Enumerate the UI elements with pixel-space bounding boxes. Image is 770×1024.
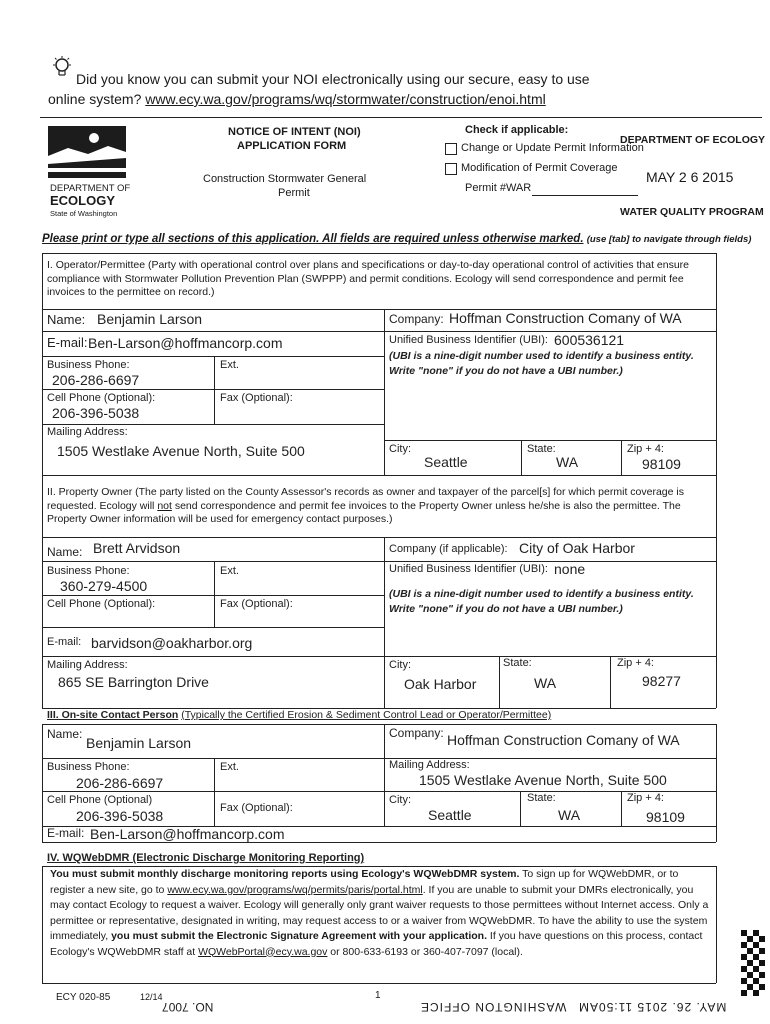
agency-line-1: DEPARTMENT OF: [50, 183, 131, 194]
s1-city-field[interactable]: Seattle: [424, 454, 468, 470]
banner-line-2: online system? www.ecy.wa.gov/programs/wq/stormwater/construction/enoi.html: [48, 91, 546, 107]
s2-state-label: State:: [503, 657, 532, 669]
s2-city-field[interactable]: Oak Harbor: [404, 676, 477, 692]
footer-fax-office: WASHINGTON OFFICE: [420, 1000, 567, 1014]
s1-email-field[interactable]: Ben-Larson@hoffmancorp.com: [88, 335, 283, 351]
s2-bphone-field[interactable]: 360-279-4500: [60, 578, 148, 594]
s2-zip-field[interactable]: 98277: [642, 673, 681, 689]
s3-name-label: Name:: [47, 727, 83, 741]
s3-bphone-field[interactable]: 206-286-6697: [76, 775, 164, 791]
s1-mail-field[interactable]: 1505 Westlake Avenue North, Suite 500: [57, 443, 305, 459]
dmr-portal-link[interactable]: www.ecy.wa.gov/programs/wq/permits/paris/portal.html: [167, 883, 423, 896]
s1-cell-field[interactable]: 206-396-5038: [52, 405, 140, 421]
s3-email-label: E-mail:: [47, 826, 85, 840]
s3-city-field[interactable]: Seattle: [428, 807, 472, 823]
s1-name-label: Name:: [47, 312, 86, 327]
s3-mail-label: Mailing Address:: [389, 759, 470, 771]
instructions: Please print or type all sections of this application. All fields are required unless otherwise marked. (use [tab] to navigate through fields): [42, 233, 752, 245]
enoi-link[interactable]: www.ecy.wa.gov/programs/wq/stormwater/construction/enoi.html: [145, 91, 546, 107]
section4-heading: IV. WQWebDMR (Electronic Discharge Monitoring Reporting): [47, 852, 365, 864]
s1-cell-label: Cell Phone (Optional):: [47, 392, 156, 404]
stamp-department: DEPARTMENT OF ECOLOGY: [620, 134, 766, 146]
s3-cell-field[interactable]: 206-396-5038: [76, 808, 164, 824]
s2-ubi-note-1: (UBI is a nine-digit number used to identify a business entity.: [389, 588, 694, 600]
lightbulb-icon: [52, 56, 72, 80]
s1-state-label: State:: [527, 443, 556, 455]
s2-name-field[interactable]: Brett Arvidson: [93, 540, 181, 556]
section1-description: I. Operator/Permittee (Party with operational control over plans and specifications or day-to-day operational control of activities that ensure compliance with Stormwater Pollution Prevention Plan (SWPPP) and permit conditions. Ecology will send correspondence and permit fee invoices to the permittee on record.): [47, 259, 690, 298]
agency-line-2: ECOLOGY: [50, 193, 116, 208]
s1-company-field[interactable]: Hoffman Construction Comany of WA: [449, 310, 682, 326]
change-update-label: Change or Update Permit Information: [461, 142, 644, 154]
change-update-checkbox[interactable]: [445, 143, 457, 155]
permit-number-field[interactable]: [532, 195, 638, 196]
form-title-2: APPLICATION FORM: [237, 140, 347, 152]
footer-rev: 12/14: [140, 992, 163, 1002]
s1-ubi-label: Unified Business Identifier (UBI):: [389, 334, 548, 346]
stamp-date: MAY 2 6 2015: [646, 169, 734, 185]
s3-fax-label: Fax (Optional):: [220, 802, 293, 814]
s3-bphone-label: Business Phone:: [47, 761, 130, 773]
s2-city-label: City:: [389, 659, 411, 671]
s2-name-label: Name:: [47, 545, 83, 559]
s3-state-label: State:: [527, 792, 556, 804]
s3-mail-field[interactable]: 1505 Westlake Avenue North, Suite 500: [419, 772, 667, 788]
agency-line-3: State of Washington: [50, 209, 118, 218]
form-title-1: NOTICE OF INTENT (NOI): [228, 126, 361, 138]
s1-zip-label: Zip + 4:: [627, 443, 664, 455]
s3-company-label: Company:: [389, 726, 444, 740]
s1-ext-label: Ext.: [220, 359, 239, 371]
s1-zip-field[interactable]: 98109: [642, 456, 681, 472]
s1-ubi-note-2: Write "none" if you do not have a UBI number.): [389, 365, 623, 377]
footer-page: 1: [375, 990, 381, 1001]
s1-company-label: Company:: [389, 312, 444, 326]
s2-fax-label: Fax (Optional):: [220, 598, 293, 610]
section4-body: You must submit monthly discharge monitoring reports using Ecology's WQWebDMR system. To sign up for WQWebDMR, or to register a new site, go to www.ecy.wa.gov/programs/wq/permits/paris/portal.html. If you are unable to submit your DMRs electronically, you may contact Ecology to request a waiver. Ecology will generally only grant waiver requests to those permittees without Internet access. Only a permittee or representative, designated in writing, may request access to or a waiver from WQWebDMR. To have the ability to use the system immediately, you must submit the Electronic Signature Agreement with your application. If you have questions on this process, contact Ecology's WQWebDMR staff at WQWebPortal@ecy.wa.gov or 800-633-6193 or 360-407-7097 (local).: [50, 868, 709, 958]
s2-bphone-label: Business Phone:: [47, 565, 130, 577]
s2-mail-label: Mailing Address:: [47, 659, 128, 671]
footer-fax-stamp: MAY. 26. 2015 11:50AM: [578, 1000, 727, 1014]
s3-city-label: City:: [389, 794, 411, 806]
s1-bphone-label: Business Phone:: [47, 359, 130, 371]
s1-ubi-note-1: (UBI is a nine-digit number used to identify a business entity.: [389, 350, 694, 362]
permit-name-2: Permit: [278, 187, 310, 199]
s2-ubi-label: Unified Business Identifier (UBI):: [389, 563, 548, 575]
s2-company-label: Company (if applicable):: [389, 543, 508, 555]
s2-company-field[interactable]: City of Oak Harbor: [519, 540, 635, 556]
s3-zip-label: Zip + 4:: [627, 792, 664, 804]
s2-cell-label: Cell Phone (Optional):: [47, 598, 156, 610]
s1-mail-label: Mailing Address:: [47, 426, 128, 438]
section2-description: II. Property Owner (The party listed on the County Assessor's records as owner and taxpayer of the parcel[s] for which permit coverage is requested. Ecology will not send correspondence and permit fee invoices to the Property Owner unless he/she is also the permittee. The Property Owner information will be used for emergency contact purposes.): [47, 486, 684, 525]
permit-number-label: Permit #WAR: [465, 182, 532, 194]
s2-zip-label: Zip + 4:: [617, 657, 654, 669]
s3-company-field[interactable]: Hoffman Construction Comany of WA: [447, 732, 680, 748]
s2-mail-field[interactable]: 865 SE Barrington Drive: [58, 674, 209, 690]
footer-fax-number: NO. 7007: [162, 1000, 214, 1014]
s3-name-field[interactable]: Benjamin Larson: [86, 735, 192, 751]
section3-heading: III. On-site Contact Person (Typically the Certified Erosion & Sediment Control Lead or Operator/Permittee): [47, 709, 552, 721]
s3-email-field[interactable]: Ben-Larson@hoffmancorp.com: [90, 826, 285, 842]
s2-email-label: E-mail:: [47, 636, 82, 648]
s1-fax-label: Fax (Optional):: [220, 392, 293, 404]
s3-zip-field[interactable]: 98109: [646, 809, 685, 825]
s1-state-field[interactable]: WA: [556, 454, 579, 470]
banner-line-1: Did you know you can submit your NOI electronically using our secure, easy to use: [76, 71, 590, 87]
s1-city-label: City:: [389, 443, 411, 455]
s1-name-field[interactable]: Benjamin Larson: [97, 311, 203, 327]
s3-ext-label: Ext.: [220, 761, 239, 773]
stamp-program: WATER QUALITY PROGRAM: [620, 206, 764, 218]
permit-name-1: Construction Stormwater General: [203, 173, 367, 185]
s2-ext-label: Ext.: [220, 565, 239, 577]
dmr-email-link[interactable]: WQWebPortal@ecy.wa.gov: [198, 945, 328, 958]
s2-ubi-note-2: Write "none" if you do not have a UBI number.): [389, 603, 623, 615]
s1-email-label: E-mail:: [47, 335, 88, 350]
check-label: Check if applicable:: [465, 124, 569, 136]
s3-cell-label: Cell Phone (Optional): [47, 794, 153, 806]
modification-checkbox[interactable]: [445, 163, 457, 175]
s1-bphone-field[interactable]: 206-286-6697: [52, 372, 140, 388]
s2-email-field[interactable]: barvidson@oakharbor.org: [91, 635, 253, 651]
ecology-logo: [48, 126, 126, 178]
modification-label: Modification of Permit Coverage: [461, 162, 618, 174]
s2-ubi-field[interactable]: none: [554, 561, 586, 577]
s2-state-field[interactable]: WA: [534, 675, 557, 691]
s3-state-field[interactable]: WA: [558, 807, 581, 823]
s1-ubi-field[interactable]: 600536121: [554, 332, 625, 348]
scan-marker: [741, 930, 765, 1000]
footer-form-id: ECY 020-85: [56, 992, 111, 1003]
